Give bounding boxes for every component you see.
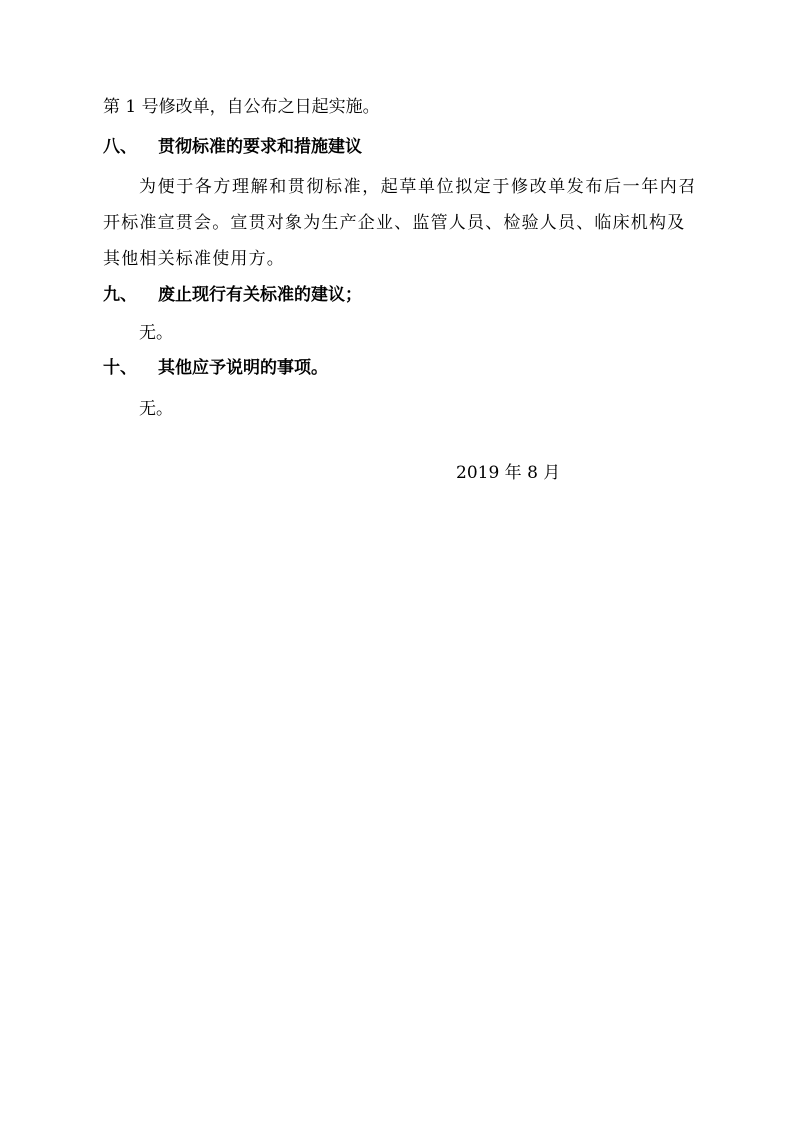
section-8-body-line-1: 为便于各方理解和贯彻标准，起草单位拟定于修改单发布后一年内召 bbox=[139, 177, 697, 197]
section-9-heading bbox=[103, 285, 703, 305]
section-8-title: 贯彻标准的要求和措施建议 bbox=[158, 137, 362, 157]
document-date: 2019 年 8 月 bbox=[456, 463, 561, 483]
section-9-number: 九、 bbox=[103, 285, 137, 305]
section-9-body: 无。 bbox=[139, 323, 173, 343]
section-8-body-line-3: 其他相关标准使用方。 bbox=[103, 249, 285, 269]
section-9-title: 废止现行有关标准的建议； bbox=[158, 285, 362, 305]
section-10-body: 无。 bbox=[139, 399, 173, 419]
section-10-number: 十、 bbox=[103, 358, 137, 378]
section-8-number: 八、 bbox=[103, 137, 137, 157]
intro-line: 第 1 号修改单，自公布之日起实施。 bbox=[103, 97, 380, 117]
section-8-heading bbox=[103, 137, 703, 157]
section-10-heading bbox=[103, 358, 703, 378]
section-10-title: 其他应予说明的事项。 bbox=[158, 358, 328, 378]
section-8-body-line-2: 开标准宣贯会。宣贯对象为生产企业、监管人员、检验人员、临床机构及 bbox=[103, 213, 686, 233]
